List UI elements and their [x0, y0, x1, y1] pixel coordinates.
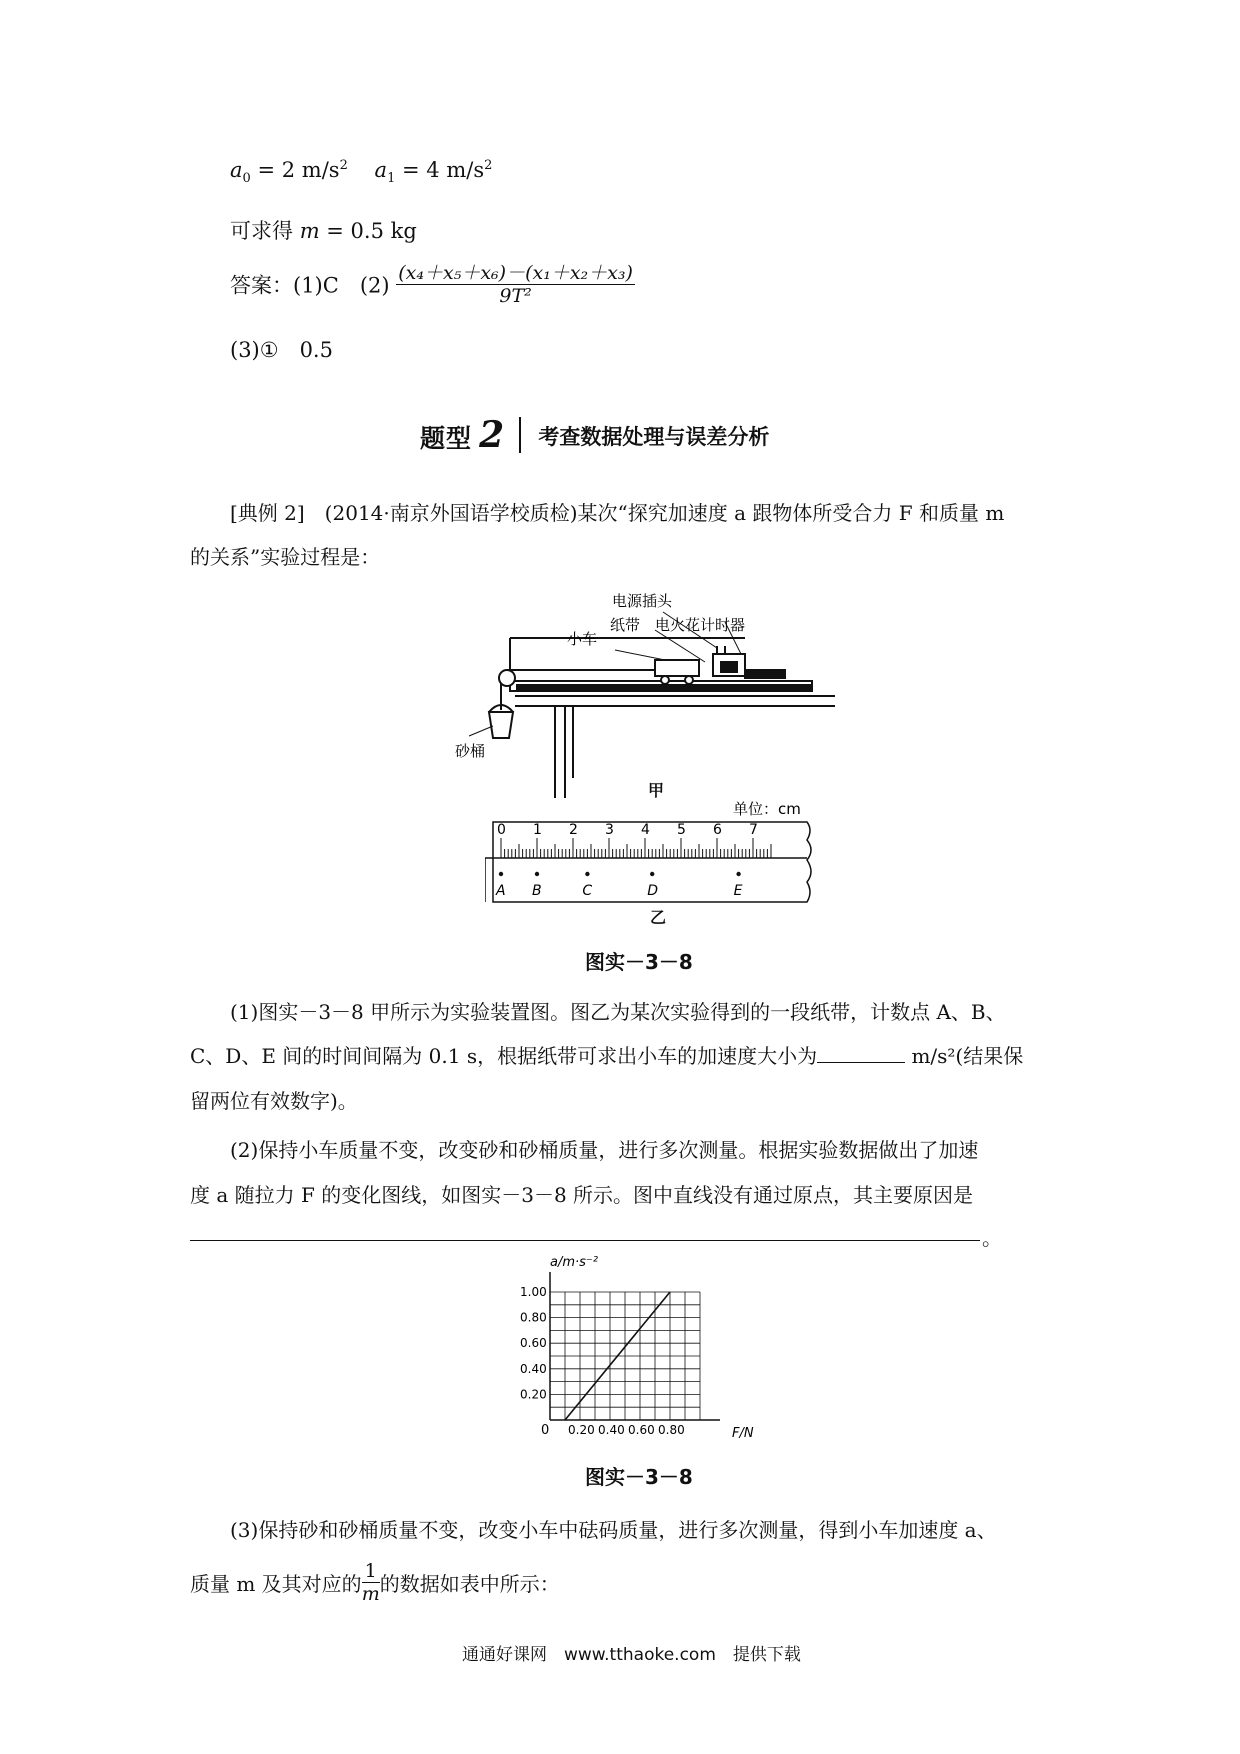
table: [515, 696, 835, 798]
q2-line-2: 度 a 随拉力 F 的变化图线，如图实－3－8 所示。图中直线没有通过原点，其主要原因是: [190, 1183, 974, 1207]
q1-line-1: (1)图实－3－8 甲所示为实验装置图。图乙为某次实验得到的一段纸带，计数点 A、B、: [230, 1000, 1006, 1024]
answer-blank-2[interactable]: [190, 1240, 980, 1241]
chart-ylabel: a/m·s⁻²: [550, 1255, 598, 1270]
tape-point-label: E: [733, 883, 743, 899]
ruler-tick-label: 2: [569, 822, 578, 838]
q2-line-1: (2)保持小车质量不变，改变砂和砂桶质量，进行多次测量。根据实验数据做出了加速: [230, 1138, 979, 1162]
ruler-tick-label: 4: [641, 822, 650, 838]
example-line-2: 的关系”实验过程是：: [190, 545, 381, 569]
tape-point-C: [585, 872, 589, 876]
ruler-tick-label: 5: [677, 822, 686, 838]
chart-xlabel: F/N: [732, 1426, 754, 1441]
x-tick-label: 0.60: [628, 1423, 655, 1437]
tape-point-label: D: [647, 883, 658, 899]
y-tick-label: 0.60: [520, 1336, 547, 1351]
type-label: 题型: [420, 424, 473, 453]
answer-line: 答案：(1)C (2) $\frac{\text{(x₄＋x₅＋x₆)－(x₁＋x₂＋x₃)}}{\text{9T²}}$: [230, 262, 633, 307]
answer-fraction: $\frac{\text{(x₄＋x₅＋x₆)－(x₁＋x₂＋x₃)}}{\text{9T²}}$: [398, 262, 633, 307]
label-plug: 电源插头: [612, 592, 673, 610]
answer-line-3: (3)① 0.5: [230, 338, 333, 362]
tape-point-label: C: [582, 883, 593, 899]
y-tick-label: 0.80: [520, 1310, 547, 1325]
one-over-m-fraction: $\frac{1}{m}$: [361, 1560, 380, 1605]
tape-point-B: [535, 872, 539, 876]
af-chart: [510, 1252, 780, 1442]
chart-origin: 0: [541, 1423, 550, 1438]
x-tick-label: 0.20: [568, 1423, 595, 1437]
tape-point-A: [499, 872, 503, 876]
ruler-unit: 单位：cm: [733, 800, 801, 818]
ruler-tick-label: 0: [497, 822, 506, 838]
page-footer: 通通好课网 www.tthaoke.com 提供下载: [462, 1645, 801, 1665]
caption-yi: 乙: [650, 908, 667, 927]
y-tick-label: 1.00: [520, 1285, 547, 1299]
ruler-tick-label: 3: [605, 822, 614, 838]
formula-a0-a1: $a_0 = 2$ $m/s^2$ $a_1 = 4$ $m/s^2$: [230, 158, 493, 187]
label-tape: 纸带: [610, 616, 641, 634]
q2-end: 。: [982, 1226, 1002, 1250]
y-tick-label: 0.20: [520, 1387, 547, 1402]
label-timer: 电火花计时器: [655, 616, 746, 634]
spark-timer: [713, 646, 785, 678]
figure-2-caption: 图实－3－8: [585, 1465, 693, 1489]
answer-blank-1[interactable]: [817, 1044, 905, 1063]
example-line-1: [典例 2] (2014·南京外国语学校质检)某次“探究加速度 a 跟物体所受合力 F 和质量 m: [230, 501, 1005, 525]
mass-result: 可求得 m = 0.5 kg: [230, 219, 417, 243]
caption-jia: 甲: [648, 781, 665, 800]
ruler-tick-label: 7: [749, 822, 758, 838]
ruler-figure: [485, 800, 825, 910]
q1-line-2: C、D、E 间的时间间隔为 0.1 s，根据纸带可求出小车的加速度大小为 m/s²(结果保: [190, 1044, 1024, 1068]
x-tick-label: 0.80: [658, 1423, 685, 1437]
x-tick-label: 0.40: [598, 1423, 625, 1437]
q3-line-2: 质量 m 及其对应的 $\frac{1}{m}$ 的数据如表中所示：: [190, 1560, 560, 1605]
y-tick-label: 0.40: [520, 1361, 547, 1376]
tape-point-label: A: [496, 883, 506, 899]
tape-point-E: [736, 872, 740, 876]
tape-point-D: [650, 872, 654, 876]
q1-line-3: 留两位有效数字)。: [190, 1089, 358, 1113]
section-heading: [420, 414, 769, 454]
tape-point-label: B: [532, 883, 542, 899]
label-cart: 小车: [567, 630, 598, 648]
ruler-tick-label: 1: [533, 822, 542, 838]
label-bucket: 砂桶: [455, 742, 486, 760]
q3-line-1: (3)保持砂和砂桶质量不变，改变小车中砝码质量，进行多次测量，得到小车加速度 a、: [230, 1518, 997, 1542]
ruler-tick-label: 6: [713, 822, 722, 838]
heading-divider: [519, 417, 521, 453]
type-number: 2: [479, 414, 505, 456]
heading-title: 考查数据处理与误差分析: [538, 425, 770, 449]
figure-1-caption: 图实－3－8: [585, 950, 693, 974]
